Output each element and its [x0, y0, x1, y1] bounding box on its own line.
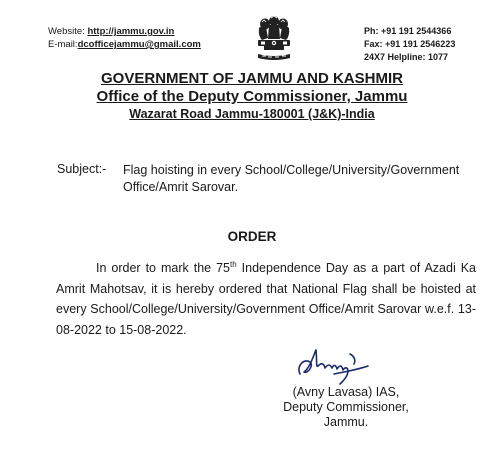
contact-right-block [364, 25, 455, 64]
signatory-name: (Avny Lavasa) IAS, [292, 385, 400, 399]
email-link[interactable]: dcofficejammu@gmail.com [77, 39, 201, 50]
order-text-part1: In order to mark the 75 [96, 261, 231, 275]
phone-number: Ph: +91 191 2544366 [364, 26, 452, 36]
signatory-block [256, 385, 436, 430]
government-heading: GOVERNMENT OF JAMMU AND KASHMIR [101, 70, 403, 87]
order-title: ORDER [227, 229, 277, 244]
national-emblem-icon [252, 14, 296, 66]
office-heading: Office of the Deputy Commissioner, Jammu [96, 88, 408, 105]
signatory-place: Jammu. [323, 415, 369, 429]
subject-label: Subject:- [57, 162, 107, 176]
helpline-number: 24X7 Helpline: 1077 [364, 52, 449, 62]
fax-number: Fax: +91 191 2546223 [364, 39, 456, 49]
website-link[interactable]: http://jammu.gov.in [87, 26, 175, 37]
contact-left-block [48, 25, 201, 51]
website-line [48, 25, 201, 38]
address-heading: Wazarat Road Jammu-180001 (J&K)-India [129, 107, 375, 121]
signatory-designation: Deputy Commissioner, [283, 400, 409, 414]
website-label: Website: [48, 26, 85, 37]
email-label: E-mail: [48, 39, 78, 50]
ordinal-suffix: th [230, 259, 237, 269]
email-line [48, 38, 201, 51]
subject-text: Flag hoisting in every School/College/University/Government Office/Amrit Sarovar. [123, 163, 460, 194]
handwritten-signature [290, 344, 372, 386]
order-text-part2: Independence Day as a part of Azadi Ka Amrit Mahotsav, it is hereby ordered that National Flag shall be hoisted at every School/College/University/Government Office/Amrit Sarovar w.e.f. 13-08-2022 to 15-08-2022. [56, 261, 477, 337]
order-paragraph [56, 258, 476, 340]
